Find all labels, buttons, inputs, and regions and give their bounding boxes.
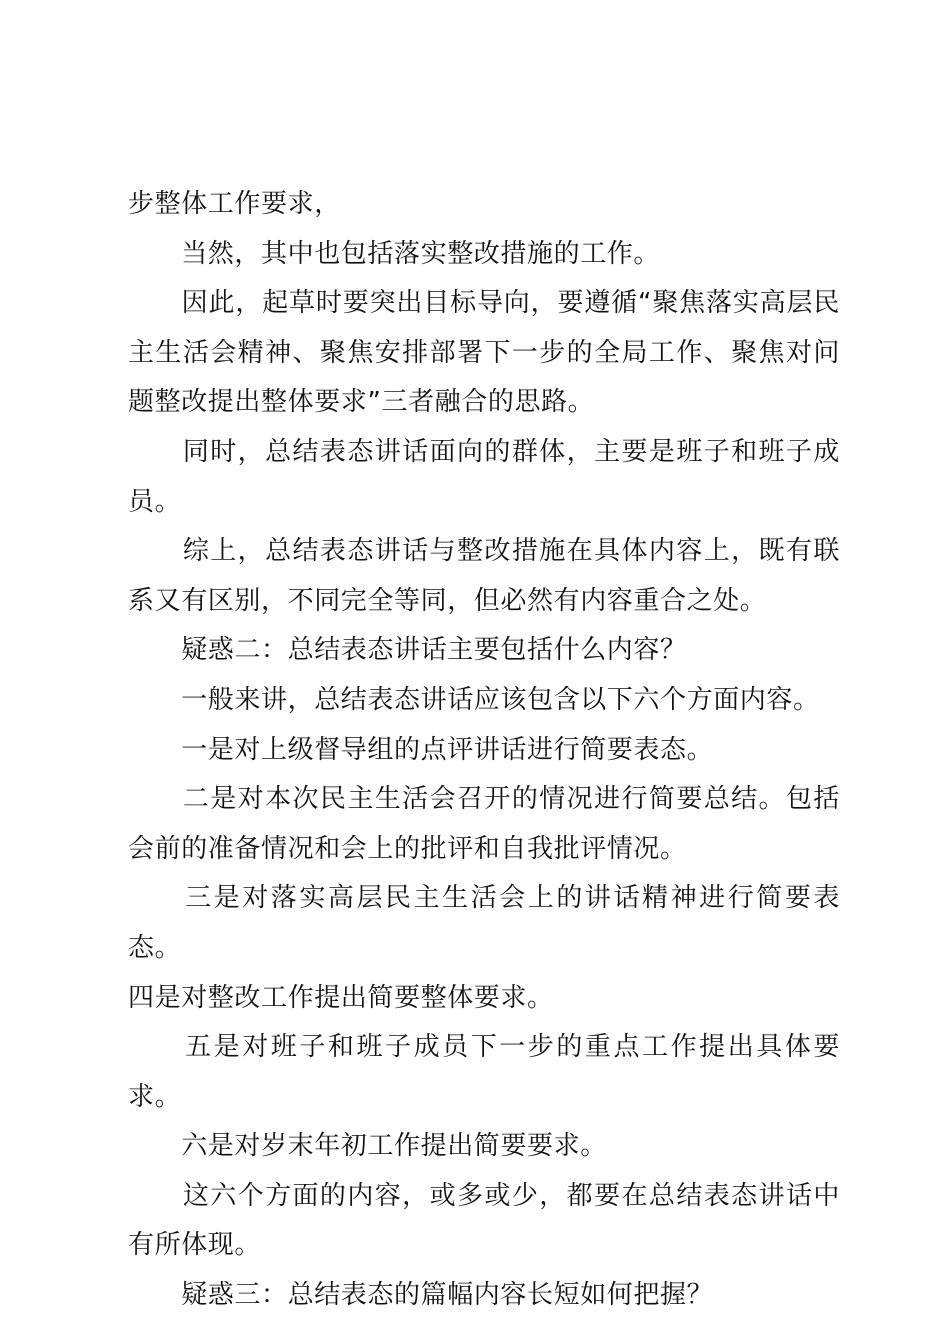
list-item-three: 三是对落实高层民主生活会上的讲话精神进行简要表态。 [128, 883, 840, 963]
question-two-heading: 疑惑二：总结表态讲话主要包括什么内容？ [128, 635, 687, 666]
list-item-four: 四是对整改工作提出简要整体要求。 [128, 982, 554, 1013]
list-item-five: 五是对班子和班子成员下一步的重点工作提出具体要求。 [128, 1032, 840, 1112]
paragraph-summary: 综上，总结表态讲话与整改措施在具体内容上，既有联系又有区别，不同完全等同，但必然有内容重合之处。 [128, 536, 840, 616]
list-item-one: 一是对上级督导组的点评讲话进行简要表态。 [128, 734, 714, 765]
paragraph-continuation: 步整体工作要求， [128, 189, 341, 219]
paragraph-measures: 当然，其中也包括落实整改措施的工作。 [128, 238, 661, 269]
paragraph-conclusion: 这六个方面的内容，或多或少，都要在总结表态讲话中有所体现。 [128, 1180, 840, 1261]
document-page [128, 180, 840, 1321]
paragraph-therefore: 因此，起草时要突出目标导向，要遵循“聚焦落实高层民主生活会精神、聚焦安排部署下一步的全局工作、聚焦对问题整改提出整体要求”三者融合的思路。 [128, 288, 840, 418]
paragraph-audience: 同时，总结表态讲话面向的群体，主要是班子和班子成员。 [128, 436, 840, 517]
list-item-two: 二是对本次民主生活会召开的情况进行简要总结。包括会前的准备情况和会上的批评和自我批评情况。 [128, 784, 840, 864]
question-three-heading: 疑惑三：总结表态的篇幅内容长短如何把握？ [128, 1280, 714, 1311]
paragraph-six-aspects: 一般来讲，总结表态讲话应该包含以下六个方面内容。 [128, 684, 820, 715]
list-item-six: 六是对岁末年初工作提出简要要求。 [128, 1131, 607, 1162]
